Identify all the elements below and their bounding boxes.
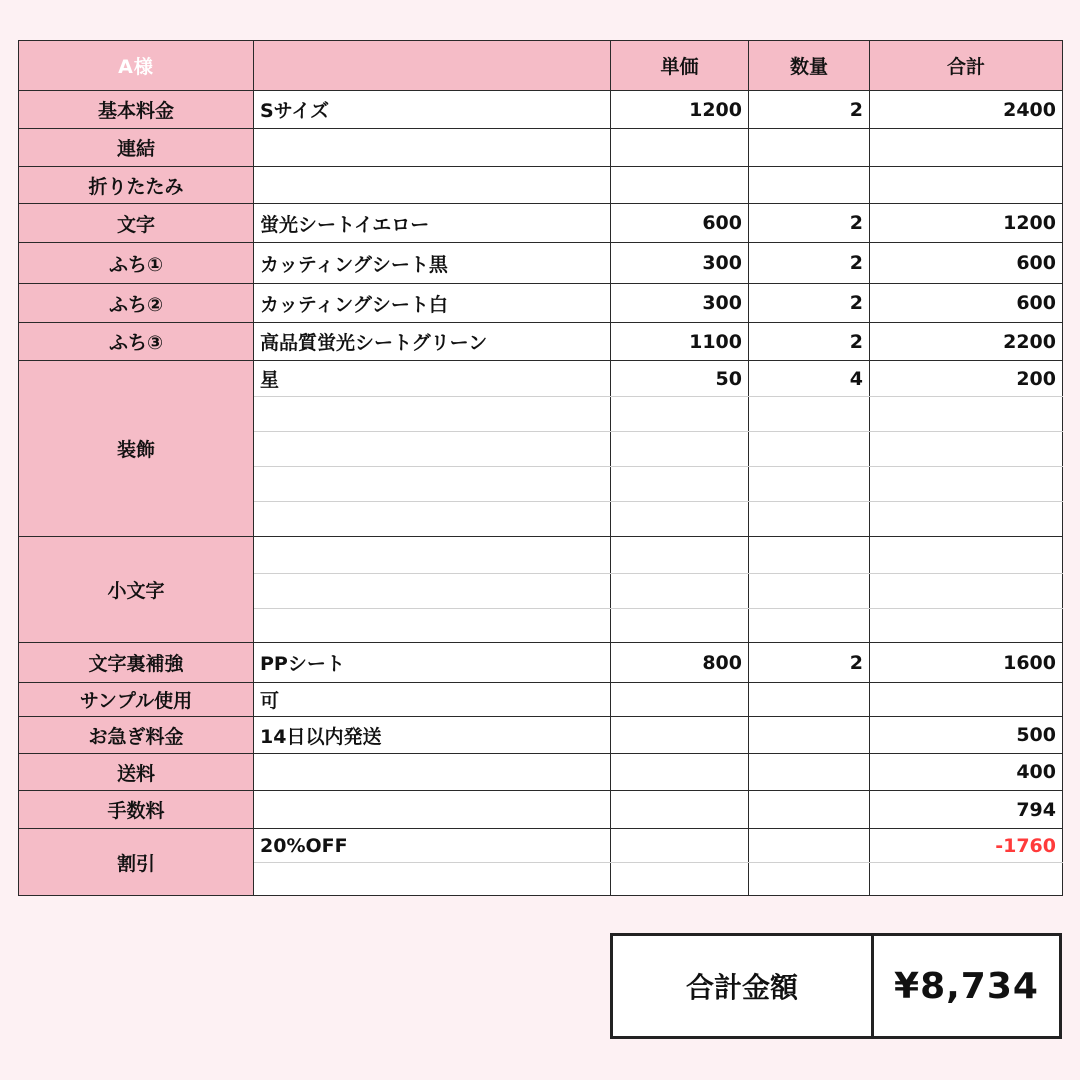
header-subtotal: 合計 [870,41,1063,91]
row-qty: 2 [749,204,870,243]
table-row [19,167,1063,204]
row-label: 割引 [19,829,254,896]
table-row [19,643,1063,683]
table-row [19,683,1063,717]
row-price [611,791,749,829]
row-desc [254,754,611,791]
row-price [611,717,749,754]
row-price [611,502,749,537]
row-total: 1200 [870,204,1063,243]
grand-total-label: 合計金額 [613,936,874,1036]
row-total: 1600 [870,643,1063,683]
row-total [870,863,1063,896]
row-qty [749,502,870,537]
table-row [19,361,1063,397]
table-row [19,243,1063,284]
row-price: 1100 [611,323,749,361]
table-row [19,829,1063,863]
row-qty: 2 [749,91,870,129]
row-price: 300 [611,243,749,284]
row-qty [749,829,870,863]
row-price [611,683,749,717]
row-price: 1200 [611,91,749,129]
row-total: 200 [870,361,1063,397]
table-row [19,129,1063,167]
row-qty: 2 [749,323,870,361]
row-total [870,467,1063,502]
row-qty [749,167,870,204]
row-label: ふち③ [19,323,254,361]
header-quantity: 数量 [749,41,870,91]
row-price: 300 [611,284,749,323]
discount-amount: -1760 [870,829,1063,863]
row-total [870,397,1063,432]
row-label: サンプル使用 [19,683,254,717]
row-desc [254,167,611,204]
header-unit-price: 単価 [611,41,749,91]
row-price [611,754,749,791]
grand-total-value: ¥8,734 [894,965,1039,1007]
row-desc: 高品質蛍光シートグリーン [254,323,611,361]
row-qty [749,754,870,791]
row-label: お急ぎ料金 [19,717,254,754]
grand-total-box [610,933,1062,1039]
row-qty [749,432,870,467]
row-total: 2400 [870,91,1063,129]
row-label: 基本料金 [19,91,254,129]
row-label: 送料 [19,754,254,791]
header-row [19,41,1063,91]
row-desc: Sサイズ [254,91,611,129]
row-qty [749,609,870,643]
row-desc: 可 [254,683,611,717]
row-qty [749,791,870,829]
row-label: ふち② [19,284,254,323]
row-total: 600 [870,243,1063,284]
table-row [19,323,1063,361]
row-qty [749,467,870,502]
row-desc: PPシート [254,643,611,683]
row-label: 文字裏補強 [19,643,254,683]
header-blank [254,41,611,91]
row-qty: 2 [749,284,870,323]
row-price: 600 [611,204,749,243]
row-total [870,537,1063,574]
row-desc [254,863,611,896]
row-total [870,167,1063,204]
row-qty [749,683,870,717]
row-price [611,129,749,167]
row-total: 600 [870,284,1063,323]
row-price [611,432,749,467]
table-row [19,91,1063,129]
row-desc [254,609,611,643]
row-label: 連結 [19,129,254,167]
row-total [870,129,1063,167]
row-total [870,574,1063,609]
row-label: 小文字 [19,537,254,643]
row-label: 文字 [19,204,254,243]
row-price: 50 [611,361,749,397]
row-price [611,863,749,896]
row-desc: 蛍光シートイエロー [254,204,611,243]
row-desc: 14日以内発送 [254,717,611,754]
table-row [19,284,1063,323]
row-total: 500 [870,717,1063,754]
table-row [19,717,1063,754]
customer-name: A様 [19,41,254,91]
row-price [611,574,749,609]
row-qty: 2 [749,643,870,683]
table-row [19,537,1063,574]
row-price [611,467,749,502]
row-desc: 星 [254,361,611,397]
row-price [611,829,749,863]
row-price: 800 [611,643,749,683]
row-qty [749,129,870,167]
row-desc [254,432,611,467]
row-price [611,397,749,432]
row-total [870,609,1063,643]
row-price [611,609,749,643]
row-qty: 4 [749,361,870,397]
row-desc: カッティングシート黒 [254,243,611,284]
row-price [611,537,749,574]
row-desc: 20%OFF [254,829,611,863]
row-total [870,502,1063,537]
row-desc [254,129,611,167]
row-qty: 2 [749,243,870,284]
row-desc: カッティングシート白 [254,284,611,323]
row-desc [254,502,611,537]
row-total: 2200 [870,323,1063,361]
row-label: 折りたたみ [19,167,254,204]
row-total: 400 [870,754,1063,791]
table-row [19,791,1063,829]
row-label: ふち① [19,243,254,284]
row-qty [749,717,870,754]
row-qty [749,537,870,574]
row-desc [254,574,611,609]
row-total [870,432,1063,467]
row-qty [749,397,870,432]
row-label: 装飾 [19,361,254,537]
table-row [19,754,1063,791]
table-row [19,204,1063,243]
row-desc [254,791,611,829]
quote-table [18,40,1063,896]
row-total [870,683,1063,717]
row-qty [749,863,870,896]
row-total: 794 [870,791,1063,829]
row-desc [254,467,611,502]
row-price [611,167,749,204]
row-label: 手数料 [19,791,254,829]
row-desc [254,537,611,574]
row-desc [254,397,611,432]
row-qty [749,574,870,609]
